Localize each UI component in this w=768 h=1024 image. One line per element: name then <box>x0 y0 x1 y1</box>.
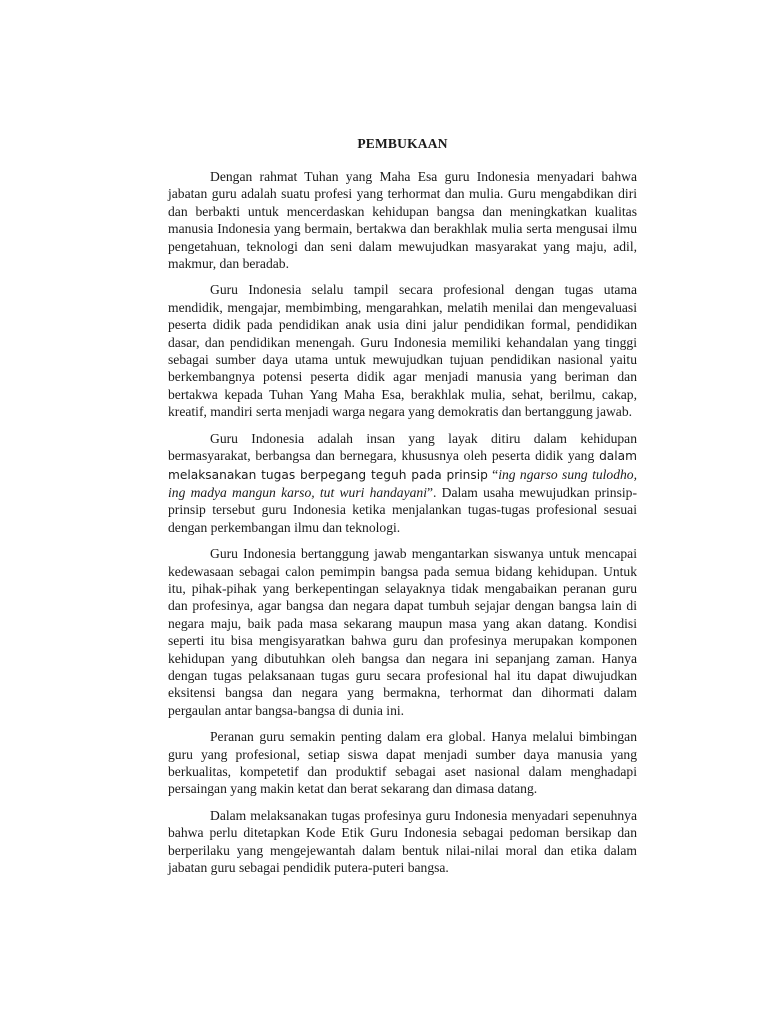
paragraph-1: Dengan rahmat Tuhan yang Maha Esa guru Indonesia menyadari bahwa jabatan guru adalah suatu profesi yang terhormat dan mulia. Guru mengabdikan diri dan berbakti untuk mencerdaskan kehidupan bangsa dan meningkatkan kualitas manusia Indonesia yang bermain, bertakwa dan berakhlak mulia serta mengusai ilmu pengetahuan, teknologi dan seni dalam mewujudkan masyarakat yang maju, adil, makmur, dan beradab. <box>168 169 637 272</box>
paragraph-3-italic-motto: ing ngarso sung tulodho, ing madya mangun karso, tut wuri handayani <box>168 466 638 500</box>
document-page <box>168 136 637 885</box>
paragraph-6: Dalam melaksanakan tugas profesinya guru Indonesia menyadari sepenuhnya bahwa perlu ditetapkan Kode Etik Guru Indonesia sebagai pedoman bersikap dan berperilaku yang mengejewantah dalam bentuk nilai-nilai moral dan etika dalam jabatan guru sebagai pendidik putera-puteri bangsa. <box>168 807 637 876</box>
paragraph-3-open-quote: “ <box>487 466 499 482</box>
paragraph-3-text-a: Guru Indonesia adalah insan yang layak ditiru dalam kehidupan bermasyarakat, berbangsa dan bernegara, khususnya oleh peserta didik yang <box>168 430 637 464</box>
paragraph-3 <box>168 430 637 536</box>
document-title: PEMBUKAAN <box>357 136 448 151</box>
paragraph-3-sans-segment: dalam melaksanakan tugas berpegang teguh pada prinsip <box>168 449 637 482</box>
paragraph-4: Guru Indonesia bertanggung jawab mengantarkan siswanya untuk mencapai kedewasaan sebagai calon pemimpin bangsa pada semua bidang kehidupan. Untuk itu, pihak-pihak yang berkepentingan selayaknya tidak mengabaikan peranan guru dan profesinya, agar bangsa dan negara dapat tumbuh sejajar dengan bangsa lain di negara maju, baik pada masa sekarang maupun masa yang akan datang. Kondisi seperti itu bisa mengisyaratkan bahwa guru dan profesinya merupakan komponen kehidupan yang dibutuhkan oleh bangsa dan negara ini sepanjang zaman. Hanya dengan tugas pelaksanaan tugas guru secara profesional hal itu dapat diwujudkan eksitensi bangsa dan negara yang bermakna, terhormat dan dihormati dalam pergaulan antar bangsa-bangsa di dunia ini. <box>168 546 637 718</box>
paragraph-5: Peranan guru semakin penting dalam era global. Hanya melalui bimbingan guru yang profesional, setiap siswa dapat menjadi sumber daya manusia yang berkualitas, kompetetif dan produktif sebagai aset nasional dalam menghadapi persaingan yang makin ketat dan berat sekarang dan dimasa datang. <box>168 729 637 797</box>
paragraph-3-text-b: ”. Dalam usaha mewujudkan prinsip-prinsip tersebut guru Indonesia ketika menjalankan tugas-tugas profesional sesuai dengan perkembangan ilmu dan teknologi. <box>168 484 637 535</box>
paragraph-2: Guru Indonesia selalu tampil secara profesional dengan tugas utama mendidik, mengajar, membimbing, mengarahkan, melatih menilai dan mengevaluasi peserta didik pada pendidikan anak usia dini jalur pendidikan formal, pendidikan dasar, dan pendidikan menengah. Guru Indonesia memiliki kehandalan yang tinggi sebagai sumber daya utama untuk mewujudkan tujuan pendidikan nasional yaitu berkembangnya potensi peserta didik agar menjadi manusia yang beriman dan bertakwa kepada Tuhan Yang Maha Esa, berakhlak mulia, sehat, berilmu, cakap, kreatif, mandiri serta menjadi warga negara yang demokratis dan bertanggung jawab. <box>168 282 637 420</box>
